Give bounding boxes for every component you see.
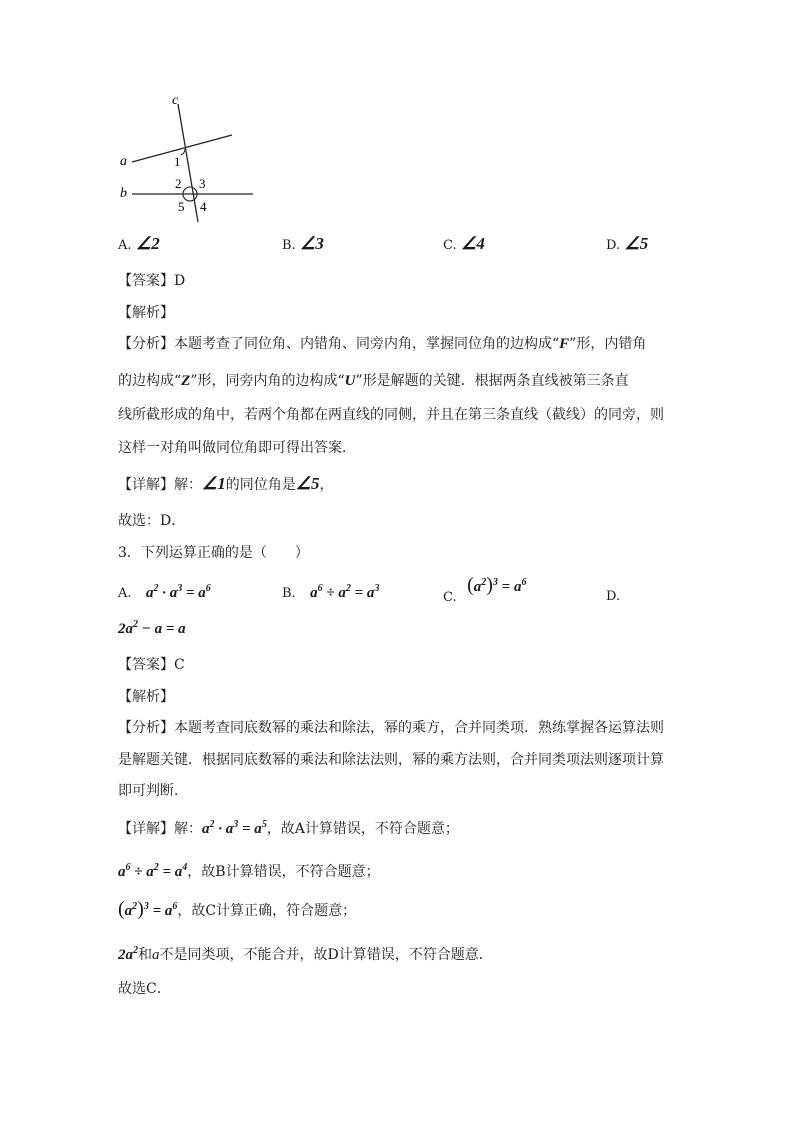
- option-letter: C.: [443, 590, 457, 605]
- q2-option-c: [443, 234, 485, 254]
- q2-answer: 【答案】D: [118, 273, 186, 289]
- q3-fenxi-line1: 【分析】本题考查同底数幂的乘法和除法，幂的乘方，合并同类项．熟练掌握各运算法则: [118, 720, 664, 736]
- formula: $(a^2)^3 = a^6$: [118, 898, 178, 920]
- math-F: F: [559, 336, 570, 352]
- math-angle-5: ∠5: [295, 474, 320, 493]
- formula: $2a^2$: [118, 945, 138, 963]
- q2-option-a: [118, 234, 160, 254]
- q3-choice: 故选C．: [118, 981, 171, 997]
- text: ”形是解题的关键．根据两条直线被第三条直: [355, 373, 629, 389]
- text: ，故A计算错误，不符合题意；: [266, 821, 459, 837]
- text: 不是同类项，不能合并，故D计算错误，不符合题意．: [159, 947, 493, 963]
- q2-choice: 故选：D．: [118, 513, 186, 529]
- text: 【详解】解：: [118, 477, 202, 493]
- label-b: b: [120, 186, 127, 201]
- text: ”形，同旁内角的边构成“: [190, 373, 345, 389]
- math-angle-1: ∠1: [202, 474, 226, 493]
- q3-option-d: [606, 588, 620, 604]
- angle-figure: [110, 90, 270, 225]
- q3-question: 3．下列运算正确的是（ ）: [118, 545, 309, 561]
- math-a: a: [152, 947, 160, 963]
- q3-fenxi-line2: 是解题关键．根据同底数幂的乘法和除法法则，幂的乘方法则，合并同类项法则逐项计算: [118, 752, 664, 768]
- text: ”形，内错角: [569, 336, 647, 352]
- text: ，故C计算正确，符合题意；: [177, 903, 357, 919]
- label-4: 4: [200, 199, 207, 214]
- option-value: ∠3: [300, 234, 324, 253]
- option-value: ∠2: [135, 234, 160, 253]
- q2-analysis-title: 【解析】: [118, 305, 174, 321]
- label-5: 5: [178, 199, 185, 214]
- math-U: U: [344, 373, 356, 389]
- option-value: ∠5: [624, 234, 649, 253]
- option-letter: C.: [443, 238, 457, 253]
- label-a: a: [120, 154, 127, 169]
- formula: $a^6 \div a^2 = a^4$: [118, 862, 188, 880]
- text: 【分析】本题考查了同位角、内错角、同旁内角，掌握同位角的边构成“: [118, 336, 560, 352]
- option-letter: A.: [118, 586, 132, 601]
- option-a-formula: $a^2 \cdot a^3 = a^6$: [145, 583, 211, 601]
- text: 的同位角是: [225, 477, 296, 493]
- q2-option-d: [606, 234, 648, 254]
- q3-option-d-formula: $2a^2 - a = a$: [118, 619, 186, 637]
- q3-detail-d: [118, 944, 493, 964]
- option-letter: B.: [282, 238, 296, 253]
- formula: $a^2 \cdot a^3 = a^5$: [202, 819, 267, 837]
- angle-mark-1: [181, 149, 185, 155]
- q3-detail-a: [118, 818, 459, 838]
- line-a: [132, 135, 232, 162]
- q3-option-a: [118, 583, 211, 602]
- text: 和: [138, 947, 152, 963]
- option-letter: D.: [606, 238, 621, 253]
- q2-option-b: [282, 234, 324, 254]
- q2-fenxi-line1: [118, 333, 646, 353]
- q3-analysis-title: 【解析】: [118, 689, 174, 705]
- q3-fenxi-line3: 即可判断．: [118, 783, 188, 799]
- option-letter: A.: [118, 238, 132, 253]
- option-letter: D.: [606, 589, 621, 604]
- q2-fenxi-line3: 线所截形成的角中，若两个角都在两直线的同侧，并且在第三条直线（截线）的同旁，则: [118, 407, 664, 423]
- option-c-formula: $(a^2)^3 = a^6$: [467, 574, 527, 596]
- q3-option-c: [443, 574, 527, 605]
- option-letter: B.: [282, 586, 296, 601]
- label-2: 2: [175, 176, 182, 191]
- q3-answer: 【答案】C: [118, 657, 185, 673]
- text: 的边构成“: [118, 373, 182, 389]
- q3-detail-c: [118, 898, 356, 921]
- q3-detail-b: [118, 861, 380, 881]
- q2-fenxi-line4: 这样一对角叫做同位角即可得出答案．: [118, 440, 356, 456]
- label-3: 3: [199, 176, 206, 191]
- label-1: 1: [174, 154, 181, 169]
- option-b-formula: $a^6 \div a^2 = a^3$: [310, 583, 380, 601]
- text: ，故B计算错误，不符合题意；: [187, 864, 380, 880]
- text: 【详解】解：: [118, 821, 202, 837]
- text: ，: [319, 477, 334, 493]
- q2-detail: [118, 474, 334, 494]
- math-Z: Z: [181, 373, 191, 389]
- option-value: ∠4: [461, 234, 485, 253]
- q2-fenxi-line2: [118, 370, 629, 390]
- label-c: c: [172, 93, 179, 108]
- q3-option-b: [282, 583, 379, 602]
